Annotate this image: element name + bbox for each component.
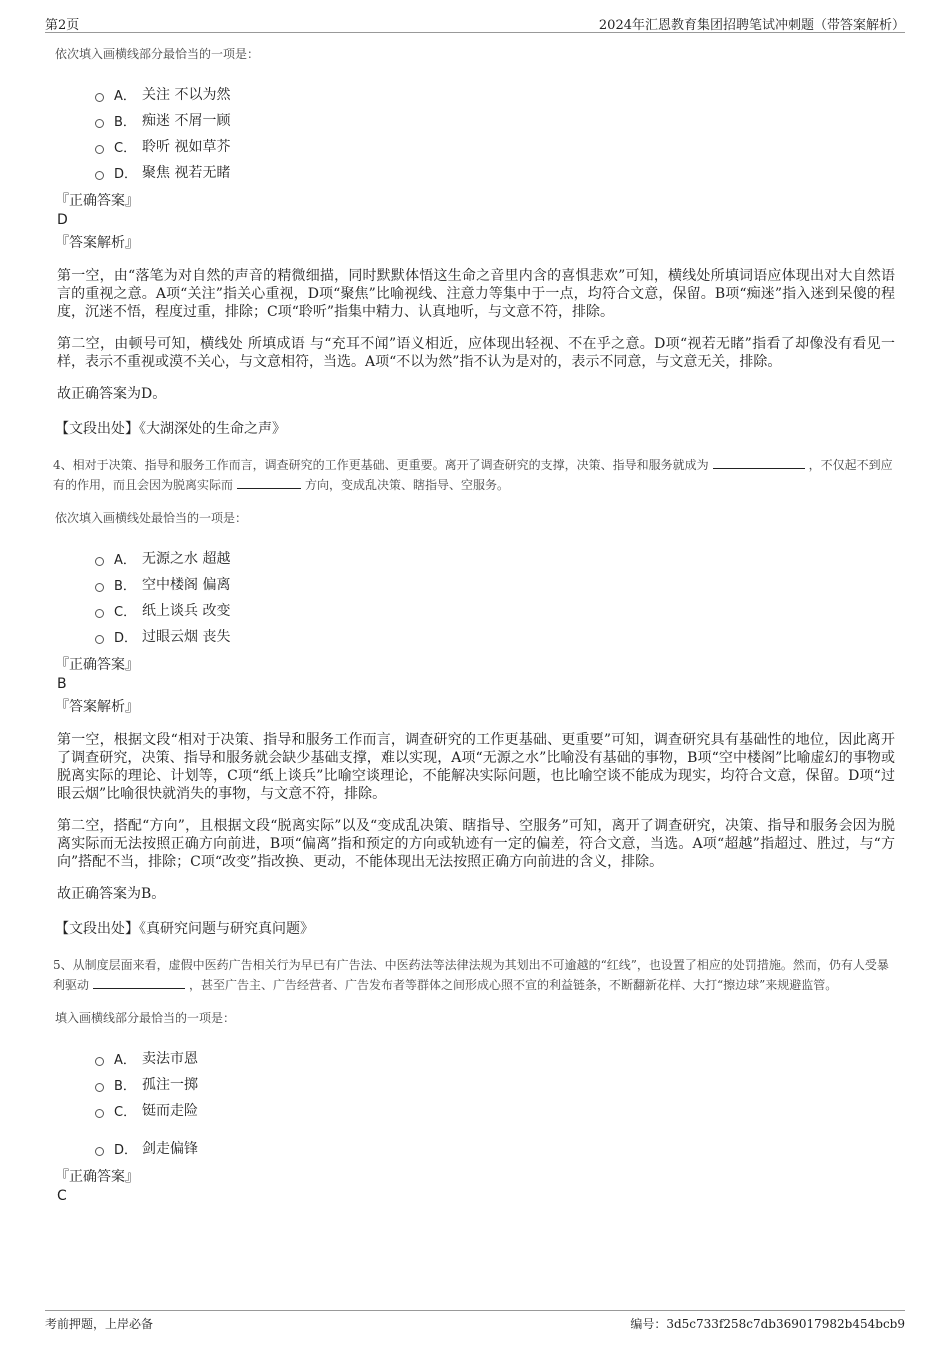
option-text: 铤而走险 [142, 1103, 198, 1119]
q3-analysis-label: 『答案解析』 [55, 235, 139, 251]
option-letter: A． [114, 552, 136, 568]
option-letter: D． [114, 630, 138, 646]
option-text: 聚焦 视若无睹 [142, 165, 231, 181]
option-letter: C． [114, 140, 137, 156]
q5-question-part2: ，甚至广告主、广告经营者、广告发布者等群体之间形成心照不宣的利益链条，不断翻新花样、大打“擦边球”来规避监管。 [189, 978, 838, 992]
q4-option-c[interactable] [95, 597, 895, 623]
radio-icon[interactable] [95, 1083, 104, 1092]
q3-conclusion: 故正确答案为D。 [57, 386, 167, 402]
q4-answer-label: 『正确答案』 [55, 657, 139, 673]
q4-source: 【文段出处】《真研究问题与研究真问题》 [55, 921, 314, 937]
page-footer [45, 1310, 905, 1335]
q3-prompt: 依次填入画横线部分最恰当的一项是： [55, 47, 260, 61]
q4-analysis-2: 第二空，搭配“方向”，且根据文段“脱离实际”以及“变成乱决策、瞎指导、空服务”可知，离开了调查研究，决策、指导和服务会因为脱离实际而无法按照正确方向前进，B项“偏离”指和预定的方向或轨迹有一定的偏差，符合文意，当选。A项“超越”指超过、胜过，与“方向”搭配不当，排除；C项“改变”指改换、更动，不能体现出无法按照正确方向前进的含义，排除。 [57, 818, 895, 870]
option-text: 孤注一掷 [142, 1077, 198, 1093]
option-text: 无源之水 超越 [142, 551, 231, 567]
page-content [55, 45, 895, 1205]
q4-option-b[interactable] [95, 571, 895, 597]
q5-answer: C [57, 1188, 67, 1204]
radio-icon[interactable] [95, 583, 104, 592]
q4-question-part3: 方向，变成乱决策、瞎指导、空服务。 [305, 478, 510, 492]
radio-icon[interactable] [95, 609, 104, 618]
q4-option-d[interactable] [95, 623, 895, 649]
q4-question [53, 455, 895, 495]
q5-answer-label: 『正确答案』 [55, 1169, 139, 1185]
q5-blank-1 [93, 976, 185, 989]
option-letter: B． [114, 114, 136, 130]
q5-prompt: 填入画横线部分最恰当的一项是： [55, 1011, 236, 1025]
radio-icon[interactable] [95, 635, 104, 644]
q3-option-a[interactable] [95, 81, 895, 107]
q5-question [53, 955, 895, 995]
radio-icon[interactable] [95, 1057, 104, 1066]
radio-icon[interactable] [95, 93, 104, 102]
option-letter: D． [114, 1142, 138, 1158]
q4-answer: B [57, 676, 67, 692]
q5-option-a[interactable] [95, 1045, 895, 1071]
option-text: 过眼云烟 丧失 [142, 629, 231, 645]
q3-options [95, 81, 895, 185]
q5-question-part1: 5、从制度层面来看，虚假中医药广告相关行为早已有广告法、中医药法等法律法规为其划出不可逾越的“红线”，也设置了相应的处罚措施。然而，仍有人受暴利驱动 [53, 958, 889, 992]
q3-source: 【文段出处】《大湖深处的生命之声》 [55, 421, 286, 437]
q5-option-c[interactable] [95, 1097, 895, 1123]
option-letter: D． [114, 166, 138, 182]
option-text: 纸上谈兵 改变 [142, 603, 231, 619]
q4-conclusion: 故正确答案为B。 [57, 886, 166, 902]
option-spacer [95, 1123, 895, 1135]
radio-icon[interactable] [95, 557, 104, 566]
q5-options [95, 1045, 895, 1161]
option-letter: B． [114, 1078, 136, 1094]
q3-option-b[interactable] [95, 107, 895, 133]
option-letter: A． [114, 1052, 136, 1068]
q3-answer-label: 『正确答案』 [55, 193, 139, 209]
q5-option-d[interactable] [95, 1135, 895, 1161]
radio-icon[interactable] [95, 171, 104, 180]
q3-analysis-1: 第一空，由“落笔为对自然的声音的精微细描，同时默默体悟这生命之音里内含的喜惧悲欢”可知，横线处所填词语应体现出对大自然语言的重视之意。A项“关注”指关心重视，D项“聚焦”比喻视线、注意力等集中于一点，均符合文意，保留。B项“痴迷”指入迷到呆傻的程度，沉迷不悟，程度过重，排除；C项“聆听”指集中精力、认真地听，与文意不符，排除。 [57, 268, 895, 320]
q3-analysis-2: 第二空，由顿号可知，横线处 所填成语 与“充耳不闻”语义相近，应体现出轻视、不在乎之意。D项“视若无睹”指看了却像没有看见一样，表示不重视或漠不关心，与文意相符，当选。A项“不以为然”指不认为是对的，表示不同意，与文意无关，排除。 [57, 336, 895, 370]
option-letter: C． [114, 604, 137, 620]
option-text: 剑走偏锋 [142, 1141, 198, 1157]
option-text: 空中楼阁 偏离 [142, 577, 231, 593]
option-text: 痴迷 不屑一顾 [142, 113, 231, 129]
q4-question-part1: 4、相对于决策、指导和服务工作而言，调查研究的工作更基础、更重要。离开了调查研究的支撑，决策、指导和服务就成为 [53, 458, 709, 472]
option-text: 聆听 视如草芥 [142, 139, 231, 155]
q4-question-part2: ，不仅起不到应有的作用，而且会因为脱离实际而 [53, 458, 893, 492]
q4-options [95, 545, 895, 649]
option-letter: C． [114, 1104, 137, 1120]
radio-icon[interactable] [95, 145, 104, 154]
radio-icon[interactable] [95, 1109, 104, 1118]
page-number: 第2页 [45, 18, 80, 33]
option-letter: B． [114, 578, 136, 594]
q3-option-d[interactable] [95, 159, 895, 185]
q4-prompt: 依次填入画横线处最恰当的一项是： [55, 511, 248, 525]
q4-blank-1 [713, 456, 805, 469]
footer-slogan: 考前押题，上岸必备 [45, 1317, 154, 1331]
option-text: 关注 不以为然 [142, 87, 231, 103]
q4-analysis-label: 『答案解析』 [55, 699, 139, 715]
q5-option-b[interactable] [95, 1071, 895, 1097]
radio-icon[interactable] [95, 119, 104, 128]
document-title: 2024年汇恩教育集团招聘笔试冲刺题（带答案解析） [598, 18, 905, 33]
option-text: 卖法市恩 [142, 1051, 198, 1067]
q4-option-a[interactable] [95, 545, 895, 571]
page-header [45, 12, 905, 33]
q3-option-c[interactable] [95, 133, 895, 159]
radio-icon[interactable] [95, 1147, 104, 1156]
document-id: 编号：3d5c733f258c7db369017982b454bcb9 [630, 1317, 905, 1331]
option-letter: A． [114, 88, 136, 104]
q4-blank-2 [237, 476, 301, 489]
q4-analysis-1: 第一空，根据文段“相对于决策、指导和服务工作而言，调查研究的工作更基础、更重要”可知，调查研究具有基础性的地位，因此离开了调查研究，决策、指导和服务就会缺少基础支撑，难以实现，A项“无源之水”比喻没有基础的事物，B项“空中楼阁”比喻虚幻的事物或脱离实际的理论、计划等，C项“纸上谈兵”比喻空谈理论，不能解决实际问题，也比喻空谈不能成为现实，均符合文意，保留。D项“过眼云烟”比喻很快就消失的事物，与文意不符，排除。 [57, 732, 895, 802]
q3-answer: D [57, 212, 68, 228]
